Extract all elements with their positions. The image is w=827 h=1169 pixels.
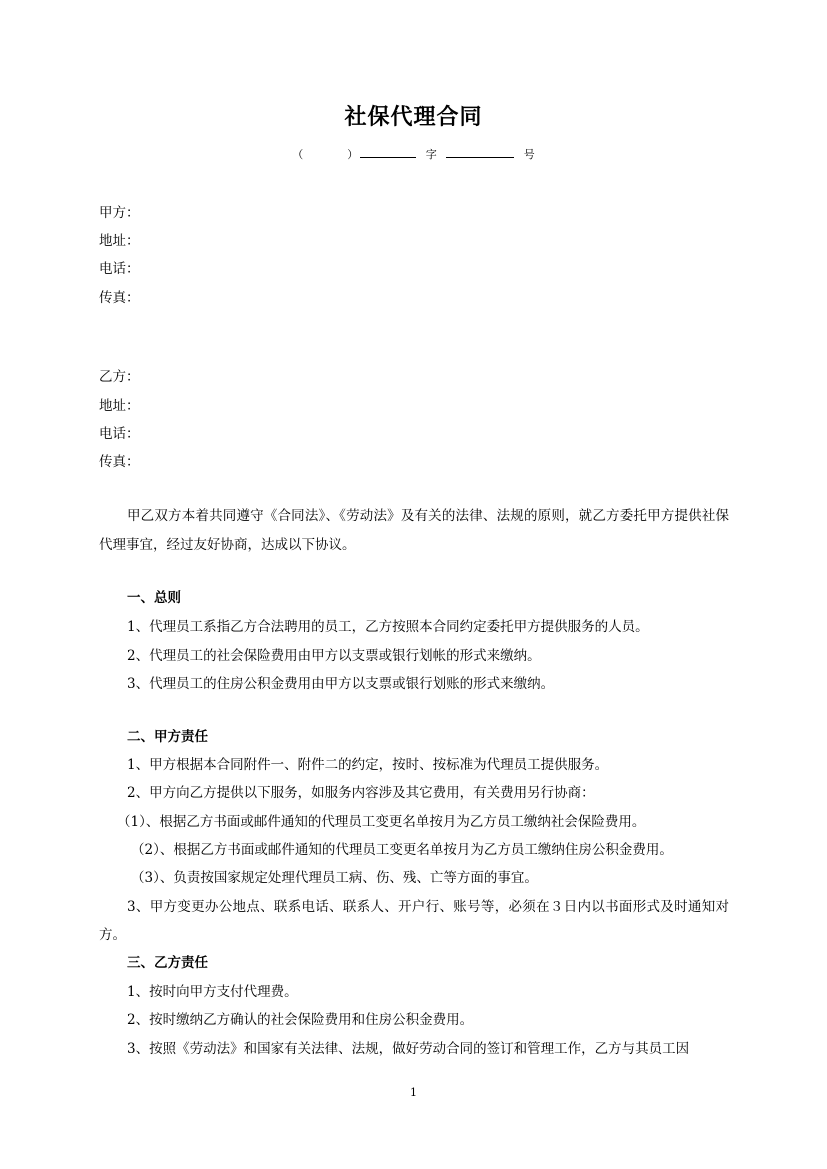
- document-number-line: [0, 146, 827, 162]
- party-b-phone-label: 电话：: [99, 426, 140, 442]
- section-2-subitem-1: （1）、根据乙方书面或邮件通知的代理员工变更名单按月为乙方员工缴纳社会保险费用。: [117, 814, 646, 830]
- doc-number-zi: 字: [425, 148, 437, 161]
- party-b-fax-label: 传真：: [99, 454, 140, 470]
- section-2-item-1: 1、甲方根据本合同附件一、附件二的约定，按时、按标准为代理员工提供服务。: [127, 757, 609, 773]
- section-1-item-3: 3、代理员工的住房公积金费用由甲方以支票或银行划账的形式来缴纳。: [127, 676, 555, 692]
- preamble-paragraph: 甲乙双方本着共同遵守《合同法》、《劳动法》及有关的法律、法规的原则，就乙方委托甲方提供社保代理事宜，经过友好协商，达成以下协议。: [99, 508, 729, 553]
- party-a-address-label: 地址：: [99, 233, 140, 249]
- section-2-heading: 二、甲方责任: [127, 729, 208, 745]
- section-1-item-1: 1、代理员工系指乙方合法聘用的员工，乙方按照本合同约定委托甲方提供服务的人员。: [127, 619, 649, 635]
- doc-number-close-paren: ）: [347, 148, 359, 161]
- section-2-item-2: 2、甲方向乙方提供以下服务，如服务内容涉及其它费用，有关费用另行协商：: [127, 785, 595, 801]
- section-3-item-2: 2、按时缴纳乙方确认的社会保险费用和住房公积金费用。: [127, 1012, 474, 1028]
- section-3-item-1: 1、按时向甲方支付代理费。: [127, 984, 298, 1000]
- party-b-name-label: 乙方：: [99, 369, 140, 385]
- section-1-heading: 一、总则: [127, 590, 181, 606]
- section-2-item-3: 3、甲方变更办公地点、联系电话、联系人、开户行、账号等，必须在３日内以书面形式及时通知对方。: [99, 899, 729, 943]
- section-2-subitem-3: （3）、负责按国家规定处理代理员工病、伤、残、亡等方面的事宜。: [131, 870, 538, 886]
- page-number: 1: [410, 1086, 417, 1099]
- section-2-subitem-2: （2）、根据乙方书面或邮件通知的代理员工变更名单按月为乙方员工缴纳住房公积金费用。: [131, 842, 673, 858]
- doc-number-blank-1: [360, 146, 416, 158]
- doc-number-blank-2: [446, 146, 514, 158]
- section-3-heading: 三、乙方责任: [127, 955, 208, 971]
- party-a-name-label: 甲方：: [99, 205, 140, 221]
- doc-number-open-paren: （: [292, 148, 304, 161]
- doc-number-hao: 号: [523, 148, 535, 161]
- party-b-address-label: 地址：: [99, 398, 140, 414]
- section-3-item-3: 3、按照《劳动法》和国家有关法律、法规，做好劳动合同的签订和管理工作，乙方与其员工因: [127, 1041, 690, 1057]
- party-a-fax-label: 传真：: [99, 290, 140, 306]
- party-a-phone-label: 电话：: [99, 261, 140, 277]
- section-1-item-2: 2、代理员工的社会保险费用由甲方以支票或银行划帐的形式来缴纳。: [127, 648, 541, 664]
- page-title: 社保代理合同: [344, 105, 483, 130]
